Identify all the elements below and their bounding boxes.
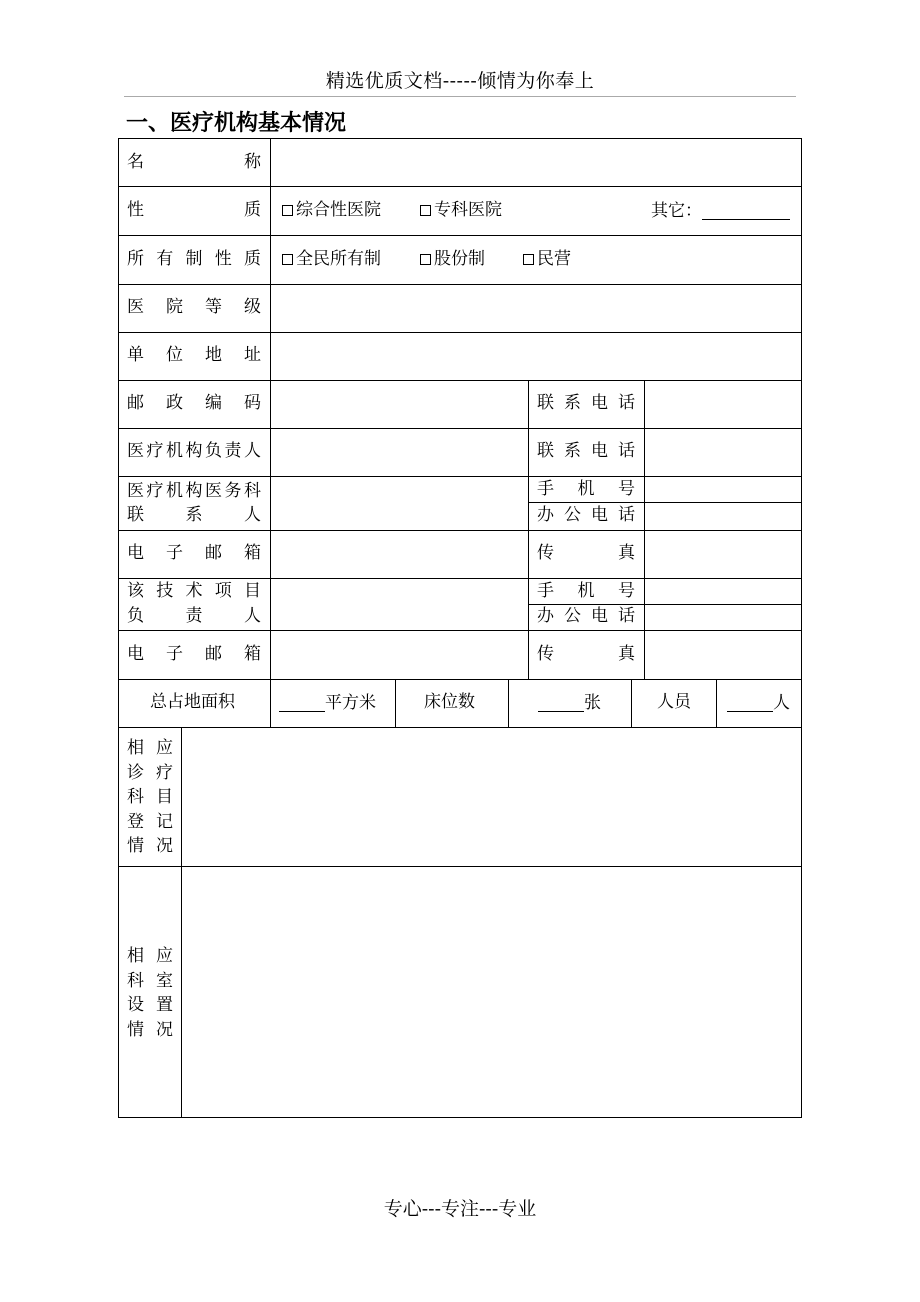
institution-head-label	[127, 443, 261, 460]
checkbox-icon[interactable]	[523, 254, 534, 265]
label-char: 质	[244, 200, 261, 220]
label-char: 质	[244, 249, 261, 269]
label-char: 目	[156, 787, 173, 807]
row-divider	[118, 186, 802, 187]
nature-other	[651, 202, 790, 220]
email-label	[127, 545, 261, 562]
label-char: 人	[244, 505, 261, 525]
ownership-label	[127, 251, 261, 268]
postal-code-field[interactable]	[272, 382, 526, 426]
column-divider	[181, 727, 182, 1118]
label-char: 责	[185, 606, 203, 626]
office-phone-label	[537, 507, 635, 524]
column-divider	[631, 679, 632, 727]
label-char: 地	[205, 345, 222, 365]
label-char: 公	[564, 505, 581, 525]
option-label: 民营	[537, 249, 571, 269]
bed-unit: 张	[584, 693, 601, 713]
bed-count-input[interactable]	[538, 694, 584, 712]
label-char: 设	[127, 995, 144, 1015]
fax-label	[537, 545, 635, 562]
label-char: 制	[185, 249, 203, 269]
label-char: 电	[127, 644, 144, 664]
label-char: 号	[618, 479, 635, 499]
label-char: 况	[156, 1019, 173, 1040]
label-char: 人	[244, 606, 261, 626]
nature-other-label: 其它：	[651, 201, 702, 221]
label-char: 邮	[205, 644, 222, 664]
label-char: 相	[127, 738, 144, 758]
label-char: 医	[205, 481, 222, 501]
label-char: 医	[127, 481, 144, 501]
ownership-option-private[interactable]	[523, 251, 571, 268]
head-phone-label	[537, 443, 635, 460]
address-label	[127, 347, 261, 364]
tech-email-field[interactable]	[272, 632, 526, 677]
label-char: 话	[618, 505, 635, 525]
label-char: 有	[156, 249, 174, 269]
checkbox-icon[interactable]	[420, 205, 431, 216]
section-title: 一、医疗机构基本情况	[126, 111, 347, 136]
medical-affairs-label-line2	[127, 507, 261, 524]
label-char: 科	[244, 481, 261, 501]
staff-field[interactable]	[727, 694, 790, 712]
label-char: 诊	[127, 762, 144, 783]
label-char: 子	[166, 644, 183, 664]
label-char: 系	[564, 441, 581, 461]
nature-other-input[interactable]	[702, 202, 790, 220]
column-divider	[528, 380, 529, 679]
label-char: 室	[156, 970, 173, 991]
label-char: 办	[537, 505, 554, 525]
label-char: 科	[127, 970, 144, 991]
contact-phone-label	[537, 395, 635, 412]
label-char: 联	[537, 393, 554, 413]
label-char: 号	[618, 581, 635, 601]
label-char: 联	[537, 441, 554, 461]
nature-option-specialty[interactable]	[420, 202, 502, 219]
label-char: 科	[127, 787, 144, 807]
staff-input[interactable]	[727, 694, 773, 712]
label-char: 人	[244, 441, 261, 461]
label-char: 记	[156, 811, 173, 832]
label-char: 务	[224, 481, 242, 501]
label-char: 办	[537, 606, 554, 626]
row-divider	[528, 502, 802, 503]
row-divider	[118, 380, 802, 381]
tech-email-label	[127, 646, 261, 663]
tech-fax-label	[537, 646, 635, 663]
label-char: 疗	[156, 762, 173, 783]
label-char: 邮	[127, 393, 144, 413]
row-divider	[118, 866, 802, 867]
label-char: 子	[166, 543, 183, 563]
label-char: 疗	[146, 441, 164, 461]
label-char: 传	[537, 644, 554, 664]
fax-field[interactable]	[646, 532, 800, 576]
contact-phone-field[interactable]	[646, 382, 800, 426]
label-char: 传	[537, 543, 554, 563]
label-char: 名	[127, 152, 144, 172]
checkbox-icon[interactable]	[420, 254, 431, 265]
row-divider	[118, 284, 802, 285]
label-char: 电	[591, 393, 608, 413]
nature-label	[127, 202, 261, 219]
label-char: 机	[577, 479, 595, 499]
label-char: 真	[618, 543, 635, 563]
label-char: 机	[166, 481, 183, 501]
tech-head-label-line2	[127, 608, 261, 625]
row-divider	[118, 332, 802, 333]
label-char: 电	[591, 441, 608, 461]
nature-option-general[interactable]	[282, 202, 381, 219]
head-phone-field[interactable]	[646, 430, 800, 474]
row-divider	[118, 235, 802, 236]
column-divider	[644, 380, 645, 679]
label-char: 箱	[244, 644, 261, 664]
label-char: 负	[205, 441, 222, 461]
label-char: 目	[244, 581, 261, 601]
label-char: 等	[205, 297, 222, 317]
label-char: 联	[127, 505, 144, 525]
tech-fax-field[interactable]	[646, 632, 800, 677]
medical-affairs-label-line1	[127, 483, 261, 500]
label-char: 编	[205, 393, 222, 413]
label-char: 情	[127, 1019, 144, 1040]
row-divider	[118, 727, 802, 728]
label-char: 院	[166, 297, 183, 317]
dept-registration-field[interactable]	[183, 729, 800, 864]
label-char: 性	[127, 200, 144, 220]
label-char: 应	[156, 946, 173, 966]
label-char: 位	[166, 345, 183, 365]
institution-head-field[interactable]	[272, 430, 526, 474]
label-char: 项	[214, 581, 232, 601]
label-char: 电	[127, 543, 144, 563]
label-char: 构	[185, 441, 203, 461]
label-char: 况	[156, 836, 173, 856]
label-char: 机	[577, 581, 595, 601]
staff-unit: 人	[773, 693, 790, 713]
label-char: 真	[618, 644, 635, 664]
column-divider	[716, 679, 717, 727]
office-phone-field[interactable]	[646, 504, 800, 528]
tech-head-label-line1	[127, 583, 261, 600]
label-char: 置	[156, 995, 173, 1015]
label-char: 医	[127, 297, 144, 317]
option-label: 综合性医院	[296, 200, 381, 220]
label-char: 疗	[146, 481, 164, 501]
area-unit: 平方米	[325, 693, 376, 713]
label-char: 级	[244, 297, 261, 317]
checkbox-icon[interactable]	[282, 254, 293, 265]
mobile-field[interactable]	[646, 478, 800, 500]
row-divider	[118, 578, 802, 579]
dept-setup-label	[127, 944, 173, 1042]
row-divider	[118, 630, 802, 631]
hospital-level-label	[127, 299, 261, 316]
label-char: 政	[166, 393, 183, 413]
checkbox-icon[interactable]	[282, 205, 293, 216]
label-char: 情	[127, 836, 144, 856]
label-char: 技	[156, 581, 174, 601]
tech-office-phone-label	[537, 608, 635, 625]
label-char: 医	[127, 441, 144, 461]
label-char: 邮	[205, 543, 222, 563]
label-char: 性	[214, 249, 232, 269]
label-char: 系	[185, 505, 203, 525]
label-char: 负	[127, 606, 144, 626]
label-char: 系	[564, 393, 581, 413]
label-char: 构	[185, 481, 203, 501]
dept-setup-field[interactable]	[183, 868, 800, 1116]
hospital-level-field[interactable]	[272, 286, 800, 330]
label-char: 应	[156, 738, 173, 758]
label-char: 公	[564, 606, 581, 626]
label-char: 相	[127, 946, 144, 966]
email-field[interactable]	[272, 532, 526, 576]
total-area-input[interactable]	[279, 694, 325, 712]
name-field[interactable]	[272, 140, 800, 184]
page-footer: 专心---专注---专业	[383, 1198, 537, 1220]
tech-office-phone-field[interactable]	[646, 606, 800, 628]
label-char: 手	[537, 479, 554, 499]
label-char: 电	[591, 606, 608, 626]
label-char: 该	[127, 581, 144, 601]
label-char: 所	[127, 249, 144, 269]
address-field[interactable]	[272, 334, 800, 378]
label-char: 单	[127, 345, 144, 365]
column-divider	[270, 138, 271, 727]
label-char: 登	[127, 811, 144, 832]
row-divider	[118, 530, 802, 531]
label-char: 话	[618, 393, 635, 413]
row-divider	[118, 476, 802, 477]
label-char: 箱	[244, 543, 261, 563]
label-char: 机	[166, 441, 183, 461]
mobile-label	[537, 481, 635, 498]
tech-head-field[interactable]	[272, 580, 526, 628]
ownership-option-shareholding[interactable]	[420, 251, 485, 268]
bed-count-field[interactable]	[538, 694, 601, 712]
label-char: 码	[244, 393, 261, 413]
row-divider	[118, 428, 802, 429]
option-label: 股份制	[434, 249, 485, 269]
column-divider	[508, 679, 509, 727]
label-char: 话	[618, 606, 635, 626]
label-char: 址	[244, 345, 261, 365]
label-char: 话	[618, 441, 635, 461]
ownership-option-state[interactable]	[282, 251, 381, 268]
dept-registration-label	[127, 736, 173, 859]
column-divider	[395, 679, 396, 727]
option-label: 全民所有制	[296, 249, 381, 269]
label-char: 手	[537, 581, 554, 601]
label-char: 称	[244, 152, 261, 172]
label-char: 术	[185, 581, 203, 601]
bed-count-label: 床位数	[424, 692, 475, 712]
medical-affairs-contact-field[interactable]	[272, 478, 526, 528]
staff-label: 人员	[657, 692, 691, 712]
postal-code-label	[127, 395, 261, 412]
label-char: 电	[591, 505, 608, 525]
row-divider	[528, 604, 802, 605]
row-divider	[118, 679, 802, 680]
option-label: 专科医院	[434, 200, 502, 220]
tech-mobile-field[interactable]	[646, 580, 800, 602]
total-area-label: 总占地面积	[150, 692, 235, 712]
page-header: 精选优质文档-----倾情为你奉上	[325, 70, 595, 92]
header-divider	[124, 96, 796, 97]
total-area-field[interactable]	[279, 694, 376, 712]
tech-mobile-label	[537, 583, 635, 600]
label-char: 责	[224, 441, 242, 461]
name-label	[127, 154, 261, 171]
